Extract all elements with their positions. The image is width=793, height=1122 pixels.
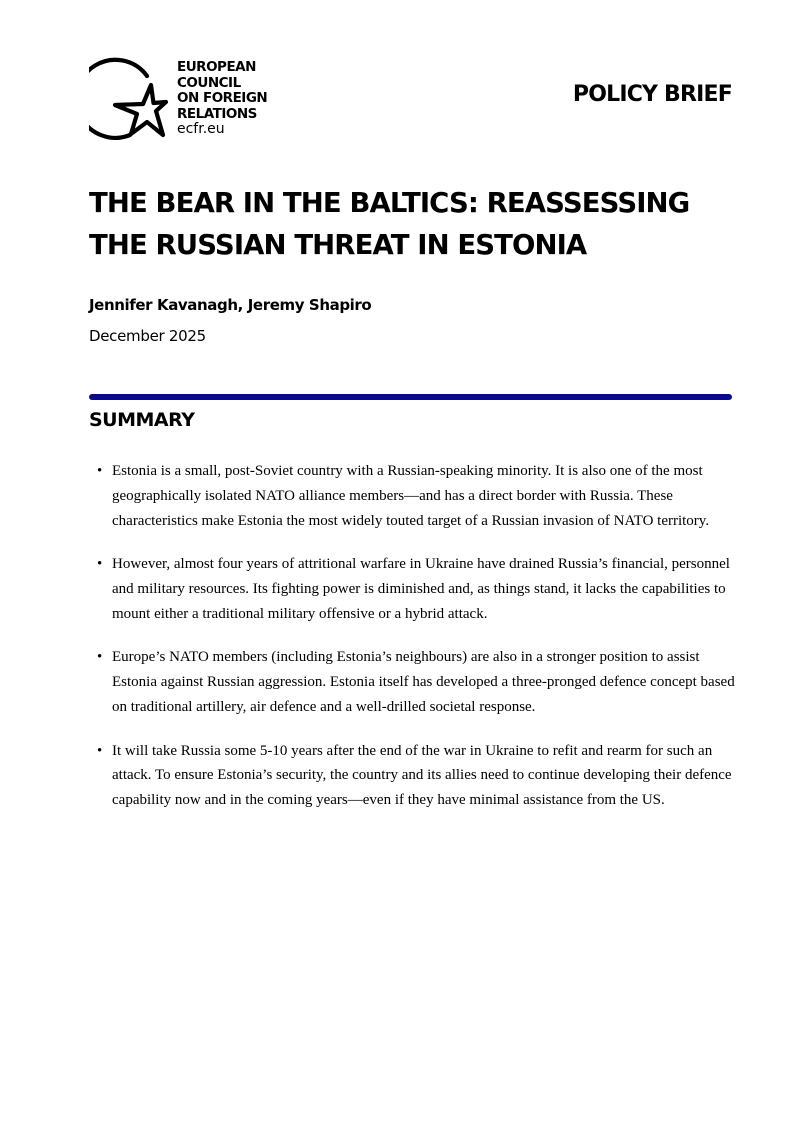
circle-star-logo-icon	[89, 52, 173, 144]
summary-item	[97, 552, 737, 626]
summary-item-text: It will take Russia some 5-10 years after the end of the war in Ukraine to refit and rearm for such an attack. To ensure Estonia’s security, the country and its allies need to continue developing their defence capability now and in the coming years—even if they have minimal assistance from the US.	[112, 742, 732, 809]
document-title	[89, 182, 729, 266]
publication-date: December 2025	[89, 327, 206, 345]
org-name	[177, 60, 267, 138]
section-divider	[89, 394, 732, 400]
bullet-icon: •	[97, 649, 103, 666]
summary-list	[97, 459, 737, 832]
org-name-line: EUROPEAN	[177, 59, 256, 75]
document-header	[89, 52, 732, 147]
bullet-icon: •	[97, 742, 103, 759]
bullet-icon: •	[97, 556, 103, 573]
title-line: THE BEAR IN THE BALTICS: REASSESSING	[89, 187, 690, 219]
org-url: ecfr.eu	[177, 121, 225, 137]
bullet-icon: •	[97, 463, 103, 479]
org-name-line: RELATIONS	[177, 105, 257, 122]
summary-item-text: However, almost four years of attritional warfare in Ukraine have drained Russia’s financial, personnel and military resources. Its fighting power is diminished and, as things stand, it lacks the capabilities to mount either a traditional military offensive or a hybrid attack.	[112, 556, 730, 622]
summary-item-text: Estonia is a small, post-Soviet country with a Russian-speaking minority. It is also one of the most geographically isolated NATO alliance members—and has a direct border with Russia. These characteristics make Estonia the most widely touted target of a Russian invasion of NATO territory.	[112, 463, 710, 529]
title-line: THE RUSSIAN THREAT IN ESTONIA	[89, 229, 587, 261]
summary-item	[97, 459, 737, 533]
document-type-label: POLICY BRIEF	[572, 82, 732, 107]
ecfr-logo[interactable]	[89, 52, 279, 147]
authors: Jennifer Kavanagh, Jeremy Shapiro	[89, 296, 372, 314]
summary-heading: SUMMARY	[89, 409, 195, 431]
summary-item	[97, 739, 737, 813]
summary-item-text: Europe’s NATO members (including Estonia’s neighbours) are also in a stronger position to assist Estonia against Russian aggression. Estonia itself has developed a three-pronged defence concept based on traditional artillery, air defence and a well-drilled societal response.	[112, 649, 735, 715]
summary-item	[97, 645, 737, 719]
org-name-line: COUNCIL	[177, 74, 241, 91]
org-name-line: ON FOREIGN	[177, 90, 268, 106]
